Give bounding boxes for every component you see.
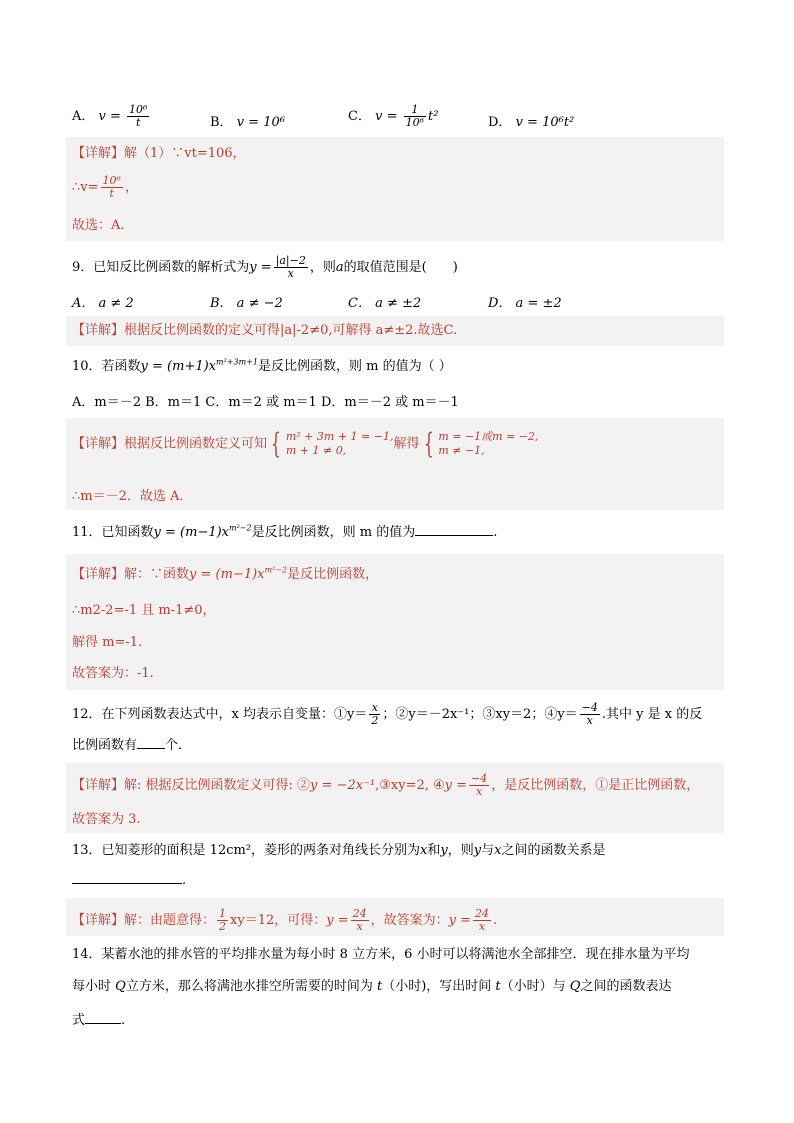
answer-blank[interactable] bbox=[415, 535, 493, 536]
q9-option-b: B． a ≠ −2 bbox=[210, 296, 283, 311]
q9-option-a: A． a ≠ 2 bbox=[72, 296, 134, 311]
q10-options: A．m＝－2 B．m＝1 C．m＝2 或 m＝1 D．m＝－2 或 m＝－1 bbox=[72, 395, 459, 410]
q8-option-c: C． v = $\frac{1}{\text{10⁶}}$ t² bbox=[348, 103, 439, 129]
q11-stem: 11．已知函数$y = (m-1)x^{m^2-2}$是反比例函数，则 m 的值为 . bbox=[72, 523, 498, 540]
q12-stem-line1: 12．在下列函数表达式中，x 均表示自变量：①y＝ $\frac{x}{2}$ ；②y＝－2x⁻¹；③xy＝2；④y＝ $\frac{-4}{x}$ .其中 y 是 x 的反 bbox=[72, 701, 703, 727]
q13-detail-line: 【详解】解：由题意得： $\frac{1}{2}$ xy＝12，可得：y = $\frac{24}{x}$ ，故答案为：y = $\frac{24}{x}$ . bbox=[72, 907, 498, 933]
q12-detail-line1: 【详解】解: 根据反比例函数定义可得: ②y = −2x⁻¹,③xy=2, ④y = $\frac{-4}{x}$ ，是反比例函数，①是正比例函数， bbox=[72, 772, 700, 798]
q14-line3: 式 . bbox=[72, 1013, 126, 1028]
q9-stem: 9．已知反比例函数的解析式为y = $\frac{|a|-2}{x}$ ，则a的取值范围是( ) bbox=[72, 254, 458, 280]
q8-detail-line3: 故选：A. bbox=[72, 218, 125, 233]
answer-blank[interactable] bbox=[85, 1023, 121, 1024]
answer-blank[interactable] bbox=[72, 883, 182, 884]
q13-stem-line2: . bbox=[72, 872, 186, 890]
q11-detail-box bbox=[66, 554, 724, 690]
q9-detail-box bbox=[66, 316, 724, 346]
q8-detail-box bbox=[66, 137, 724, 241]
fraction: $\frac{\text{10⁶}}{t}$ bbox=[129, 103, 148, 129]
q10-stem: 10．若函数$y = (m+1)x^{m^2+3m+1}$是反比例函数，则 m 的值为（ ） bbox=[72, 357, 452, 374]
q11-detail-line2: ∴m2-2=-1 且 m-1≠0， bbox=[72, 603, 216, 618]
q9-option-d: D． a = ±2 bbox=[488, 296, 562, 311]
q10-detail-box bbox=[66, 418, 724, 510]
q11-detail-line4: 故答案为：-1. bbox=[72, 666, 154, 681]
q13-detail-box bbox=[66, 898, 724, 936]
q12-detail-box bbox=[66, 763, 724, 833]
q9-option-c: C． a ≠ ±2 bbox=[348, 296, 422, 311]
q12-detail-line2: 故答案为 3. bbox=[72, 812, 141, 827]
answer-blank[interactable] bbox=[137, 748, 165, 749]
q13-stem-line1: 13．已知菱形的面积是 12cm²，菱形的两条对角线长分别为x和y，则y与x之间的函数关系是 bbox=[72, 843, 606, 858]
q11-detail-line3: 解得 m=-1. bbox=[72, 635, 143, 650]
q8-option-a: A． v = $\frac{\text{10⁶}}{t}$ bbox=[72, 103, 148, 129]
q8-option-b: B． v = 10⁶ bbox=[210, 115, 285, 130]
q8-detail-line2: ∴v= $\frac{\text{10⁶}}{t}$ ， bbox=[72, 174, 138, 200]
q8-detail-line1: 【详解】解（1）∵vt=106， bbox=[72, 146, 246, 161]
q14-line2: 每小时 Q立方米，那么将满池水排空所需要的时间为 t（小时)，写出时间 t（小时）与 Q之间的函数表达 bbox=[72, 979, 672, 994]
q14-line1: 14．某蓄水池的排水管的平均排水量为每小时 8 立方米，6 小时可以将满池水全部排空．现在排水量为平均 bbox=[72, 947, 690, 962]
q12-stem-line2: 比例函数有 个． bbox=[72, 738, 192, 753]
q11-detail-line1: 【详解】解：∵函数$y = (m-1)x^{m^2-2}$是反比例函数， bbox=[72, 565, 379, 582]
q9-detail-line: 【详解】根据反比例函数的定义可得|a|-2≠0,可解得 a≠±2.故选C. bbox=[72, 323, 458, 338]
q8-option-d: D． v = 10⁶t² bbox=[488, 115, 575, 130]
option-label: A． bbox=[72, 109, 95, 124]
fraction: $\frac{1}{\text{10⁶}}$ bbox=[405, 103, 425, 129]
q10-detail-line1: 【详解】根据反比例函数定义可知 { m² + 3m + 1 = −1, m + 1 ≠ 0, 解得 { m = −1或m = −2, m ≠ −1, bbox=[72, 427, 539, 460]
q10-detail-line2: ∴m＝－2．故选 A． bbox=[72, 489, 193, 504]
